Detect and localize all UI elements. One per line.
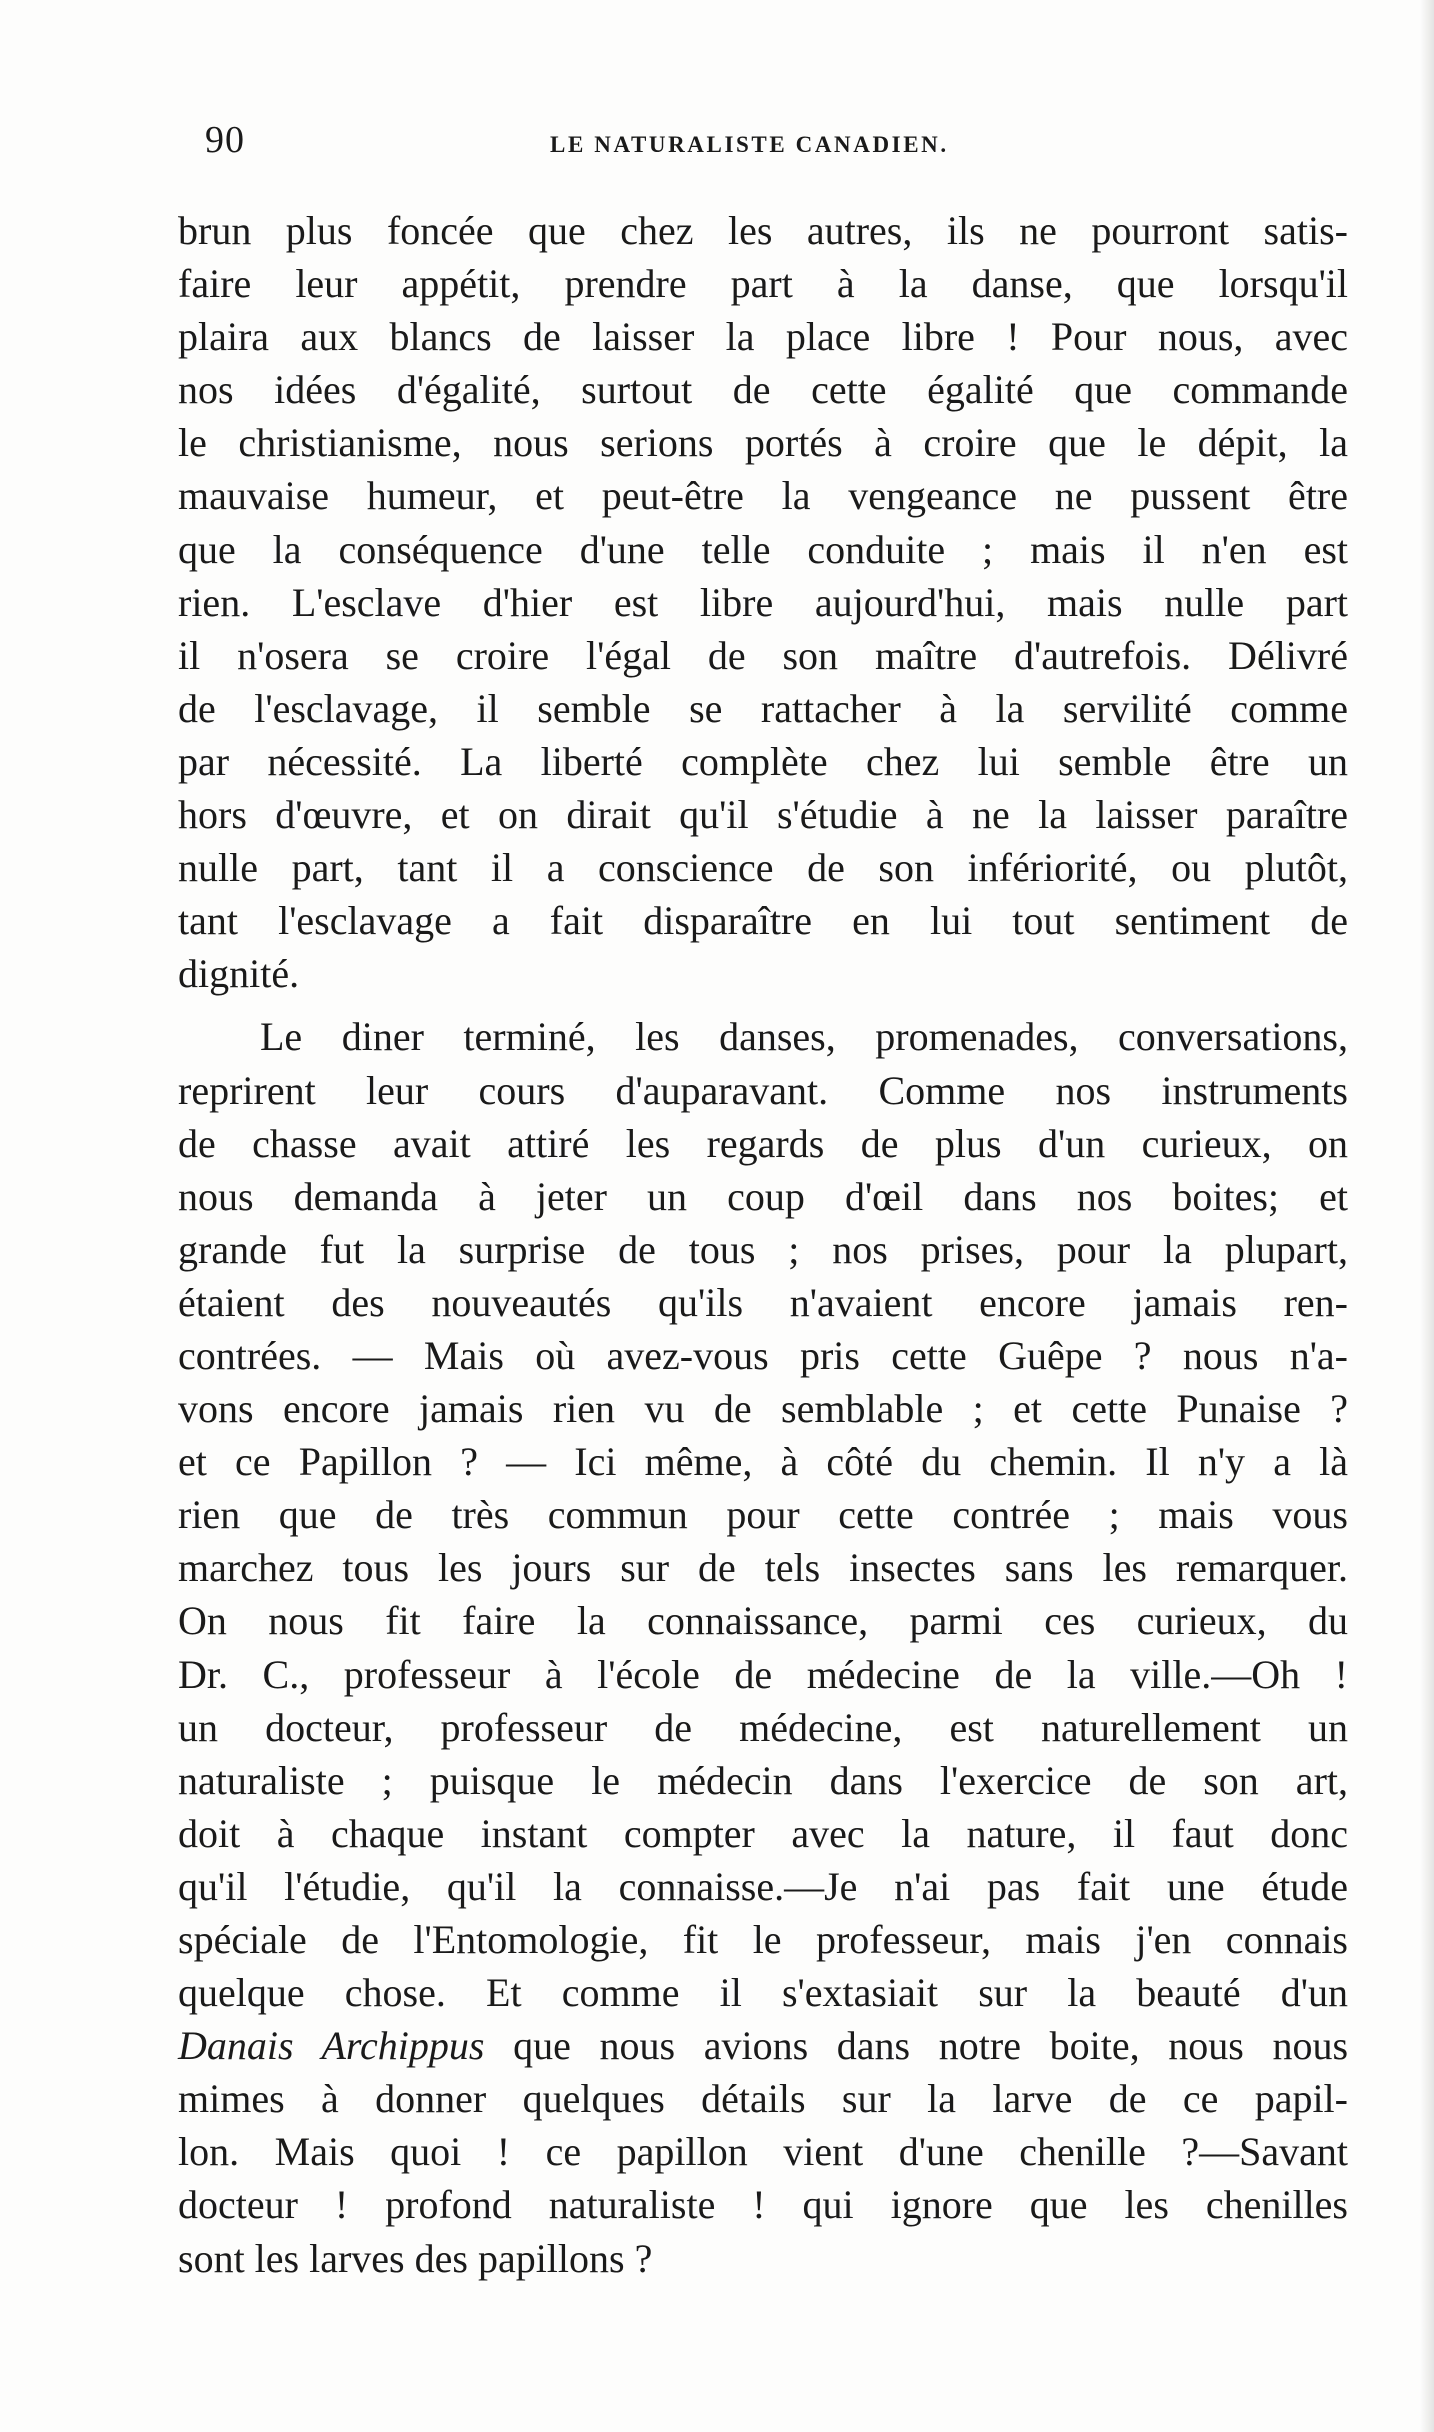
text-line: sont les larves des papillons ? (178, 2235, 653, 2281)
paragraph-gap (178, 1000, 1348, 1010)
text-line: reprirent leur cours d'auparavant. Comme nos instruments (178, 1067, 1348, 1113)
text-line: hors d'œuvre, et on dirait qu'il s'étudie à ne la laisser paraître (178, 792, 1348, 838)
text-line: lon. Mais quoi ! ce papillon vient d'une chenille ?—Savant (178, 2129, 1348, 2175)
text-line: naturaliste ; puisque le médecin dans l'exercice de son art, (178, 1757, 1348, 1803)
text-line: grande fut la surprise de tous ; nos prises, pour la plupart, (178, 1226, 1348, 1272)
text-line: nulle part, tant il a conscience de son infériorité, ou plutôt, (178, 845, 1348, 891)
text-line: un docteur, professeur de médecine, est naturellement un (178, 1704, 1348, 1750)
text-line: il n'osera se croire l'égal de son maître d'autrefois. Délivré (178, 632, 1348, 678)
running-head (205, 118, 1335, 168)
page-number: 90 (205, 119, 245, 161)
paragraph-2 (178, 1010, 1348, 2284)
text-line: nous demanda à jeter un coup d'œil dans nos boites; et (178, 1173, 1348, 1219)
text-line: le christianisme, nous serions portés à croire que le dépit, la (178, 420, 1348, 466)
text-line: que la conséquence d'une telle conduite ; mais il n'en est (178, 526, 1348, 572)
text-line: et ce Papillon ? — Ici même, à côté du chemin. Il n'y a là (178, 1439, 1348, 1485)
text-line: mauvaise humeur, et peut-être la vengeance ne pussent être (178, 473, 1348, 519)
text-line: étaient des nouveautés qu'ils n'avaient encore jamais ren- (178, 1279, 1348, 1325)
text-line: docteur ! profond naturaliste ! qui ignore que les chenilles (178, 2182, 1348, 2228)
text-line: doit à chaque instant compter avec la nature, il faut donc (178, 1810, 1348, 1856)
text-line: mimes à donner quelques détails sur la larve de ce papil- (178, 2076, 1348, 2122)
text-line: nos idées d'égalité, surtout de cette égalité que commande (178, 367, 1348, 413)
text-line: rien que de très commun pour cette contrée ; mais vous (178, 1492, 1348, 1538)
text-line: qu'il l'étudie, qu'il la connaisse.—Je n'ai pas fait une étude (178, 1863, 1348, 1909)
text-line: vons encore jamais rien vu de semblable ; et cette Punaise ? (178, 1386, 1348, 1432)
paragraph-1 (178, 204, 1348, 1000)
text-line: marchez tous les jours sur de tels insectes sans les remarquer. (178, 1545, 1348, 1591)
species-name: Danais Archippus (178, 2023, 485, 2069)
text-line: dignité. (178, 951, 300, 997)
text-line: plaira aux blancs de laisser la place libre ! Pour nous, avec (178, 314, 1348, 360)
text-line: de l'esclavage, il semble se rattacher à la servilité comme (178, 685, 1348, 731)
text-fragment: que nous avions dans notre boite, nous nous (484, 2023, 1349, 2069)
text-line: spéciale de l'Entomologie, fit le professeur, mais j'en connais (178, 1917, 1348, 1962)
text-line: de chasse avait attiré les regards de plus d'un curieux, on (178, 1120, 1348, 1166)
text-line: contrées. — Mais où avez-vous pris cette Guêpe ? nous n'a- (178, 1332, 1348, 1378)
text-line: Le diner terminé, les danses, promenades, conversations, (260, 1014, 1348, 1060)
body-text (178, 204, 1348, 2285)
text-line: tant l'esclavage a fait disparaître en lui tout sentiment de (178, 898, 1348, 944)
text-line: Dr. C., professeur à l'école de médecine de la ville.—Oh ! (178, 1651, 1348, 1697)
text-line: faire leur appétit, prendre part à la danse, que lorsqu'il (178, 261, 1348, 307)
text-line: On nous fit faire la connaissance, parmi ces curieux, du (178, 1598, 1348, 1644)
text-line: rien. L'esclave d'hier est libre aujourd'hui, mais nulle part (178, 579, 1348, 625)
page-edge-shadow (1420, 0, 1434, 2432)
journal-title: LE NATURALISTE CANADIEN. (550, 132, 949, 157)
text-line: par nécessité. La liberté complète chez lui semble être un (178, 738, 1348, 784)
text-line-with-species-name (178, 2019, 1348, 2072)
text-line: brun plus foncée que chez les autres, ils ne pourront satis- (178, 208, 1348, 253)
text-line: quelque chose. Et comme il s'extasiait sur la beauté d'un (178, 1970, 1348, 2016)
